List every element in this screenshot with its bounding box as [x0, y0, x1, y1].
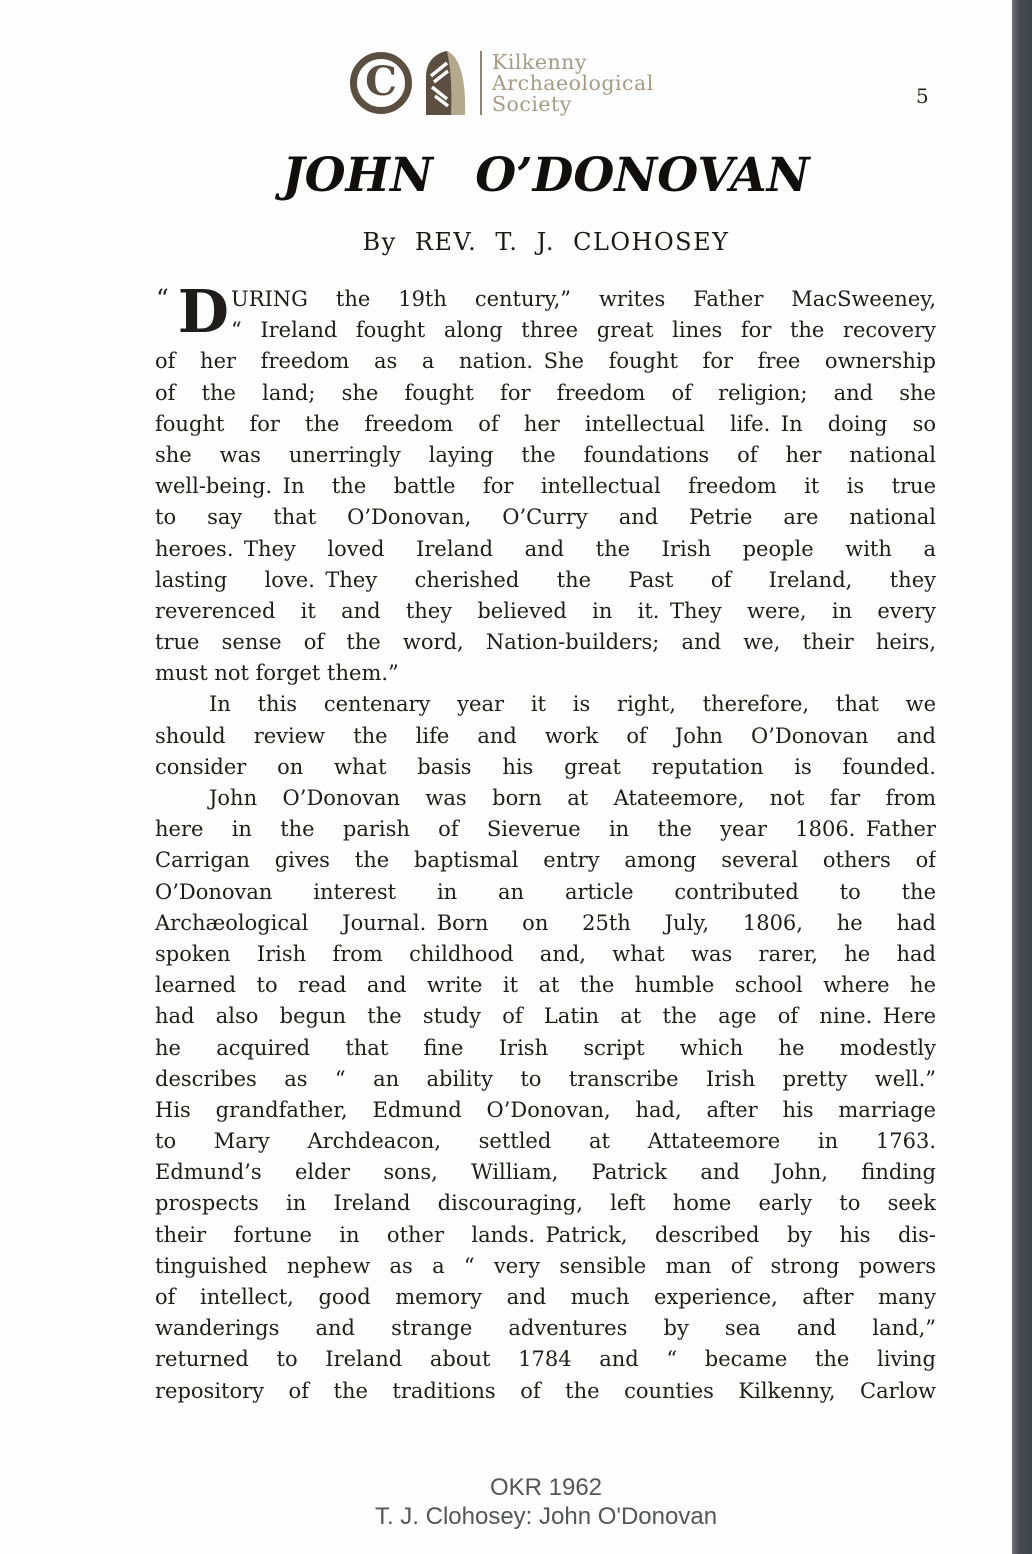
text-line: In this centenary year it is right, therefore, that we: [209, 692, 936, 717]
logo-c-ring-icon: [350, 52, 412, 114]
drop-cap-letter: D: [177, 277, 229, 346]
text-line: His grandfather, Edmund O’Donovan, had, after his marriage: [155, 1097, 936, 1122]
text-line: wanderings and strange adventures by sea and land,”: [155, 1316, 936, 1341]
text-line: she was unerringly laying the foundations of her national: [155, 442, 936, 467]
drop-cap: [155, 277, 231, 346]
text-line: tinguished nephew as a “ very sensible man of strong powers: [155, 1253, 936, 1278]
text-line: Edmund’s elder sons, William, Patrick and John, finding: [155, 1160, 936, 1185]
text-line: returned to Ireland about 1784 and “ became the living: [155, 1347, 936, 1372]
text-line: must not forget them.”: [155, 661, 399, 686]
text-line: of her freedom as a nation. She fought for free ownership: [155, 349, 936, 374]
footer-line-okr: OKR 1962: [489, 1474, 603, 1501]
society-name-line: Archaeological: [492, 70, 654, 95]
ogham-stone-icon: [419, 50, 471, 116]
society-name-line: Society: [492, 91, 572, 116]
logo-divider: [480, 51, 482, 115]
text-line: heroes. They loved Ireland and the Irish people with a: [155, 536, 936, 561]
text-line: repository of the traditions of the counties Kilkenny, Carlow: [155, 1378, 936, 1403]
text-line: should review the life and work of John O’Donovan and: [155, 723, 936, 748]
text-line: he acquired that fine Irish script which he modestly: [155, 1035, 936, 1060]
text-line: here in the parish of Sieverue in the year 1806. Father: [155, 817, 936, 842]
scanner-edge-shadow: [1012, 0, 1032, 1554]
byline: By REV. T. J. CLOHOSEY: [362, 228, 730, 256]
footer-citation: [126, 1473, 966, 1531]
article-title: JOHN O’DONOVAN: [282, 148, 810, 203]
text-line: O’Donovan interest in an article contributed to the: [155, 879, 936, 904]
text-line: well-being. In the battle for intellectual freedom it is true: [155, 474, 936, 499]
text-line: describes as “ an ability to transcribe Irish pretty well.”: [155, 1066, 936, 1091]
text-line: true sense of the word, Nation-builders; and we, their heirs,: [155, 630, 936, 655]
article-body: [155, 277, 936, 1407]
text-line: learned to read and write it at the humble school where he: [155, 973, 936, 998]
society-name-line: Kilkenny: [492, 49, 587, 74]
logo-c-letter: C: [365, 57, 397, 105]
text-line: of intellect, good memory and much experience, after many: [155, 1285, 936, 1309]
text-line: to say that O’Donovan, O’Curry and Petrie are national: [155, 505, 936, 530]
footer-line-citation: T. J. Clohosey: John O'Donovan: [374, 1503, 718, 1530]
text-line: reverenced it and they believed in it. They were, in every: [155, 598, 936, 623]
text-line: to Mary Archdeacon, settled at Attateemore in 1763.: [155, 1129, 936, 1154]
society-logo: [350, 50, 654, 116]
text-line: prospects in Ireland discouraging, left home early to seek: [155, 1191, 936, 1216]
text-line: Carrigan gives the baptismal entry among several others of: [155, 848, 936, 873]
opening-quote: “: [156, 284, 169, 313]
text-line: “ Ireland fought along three great lines for the recovery: [231, 318, 936, 343]
page-number: 5: [916, 84, 929, 108]
text-line: John O’Donovan was born at Atateemore, not far from: [209, 786, 936, 810]
society-name: [492, 49, 654, 116]
text-line: consider on what basis his great reputation is founded.: [155, 754, 936, 779]
text-line: spoken Irish from childhood and, what was rarer, he had: [155, 941, 936, 966]
text-line: of the land; she fought for freedom of religion; and she: [155, 380, 936, 405]
text-line: their fortune in other lands. Patrick, described by his dis-: [155, 1222, 936, 1247]
text-line: had also begun the study of Latin at the age of nine. Here: [155, 1004, 936, 1029]
text-line: URING the 19th century,” writes Father MacSweeney,: [231, 287, 936, 311]
text-line: lasting love. They cherished the Past of Ireland, they: [155, 567, 936, 592]
text-line: Archæological Journal. Born on 25th July, 1806, he had: [155, 910, 936, 935]
text-line: fought for the freedom of her intellectual life. In doing so: [155, 411, 936, 436]
